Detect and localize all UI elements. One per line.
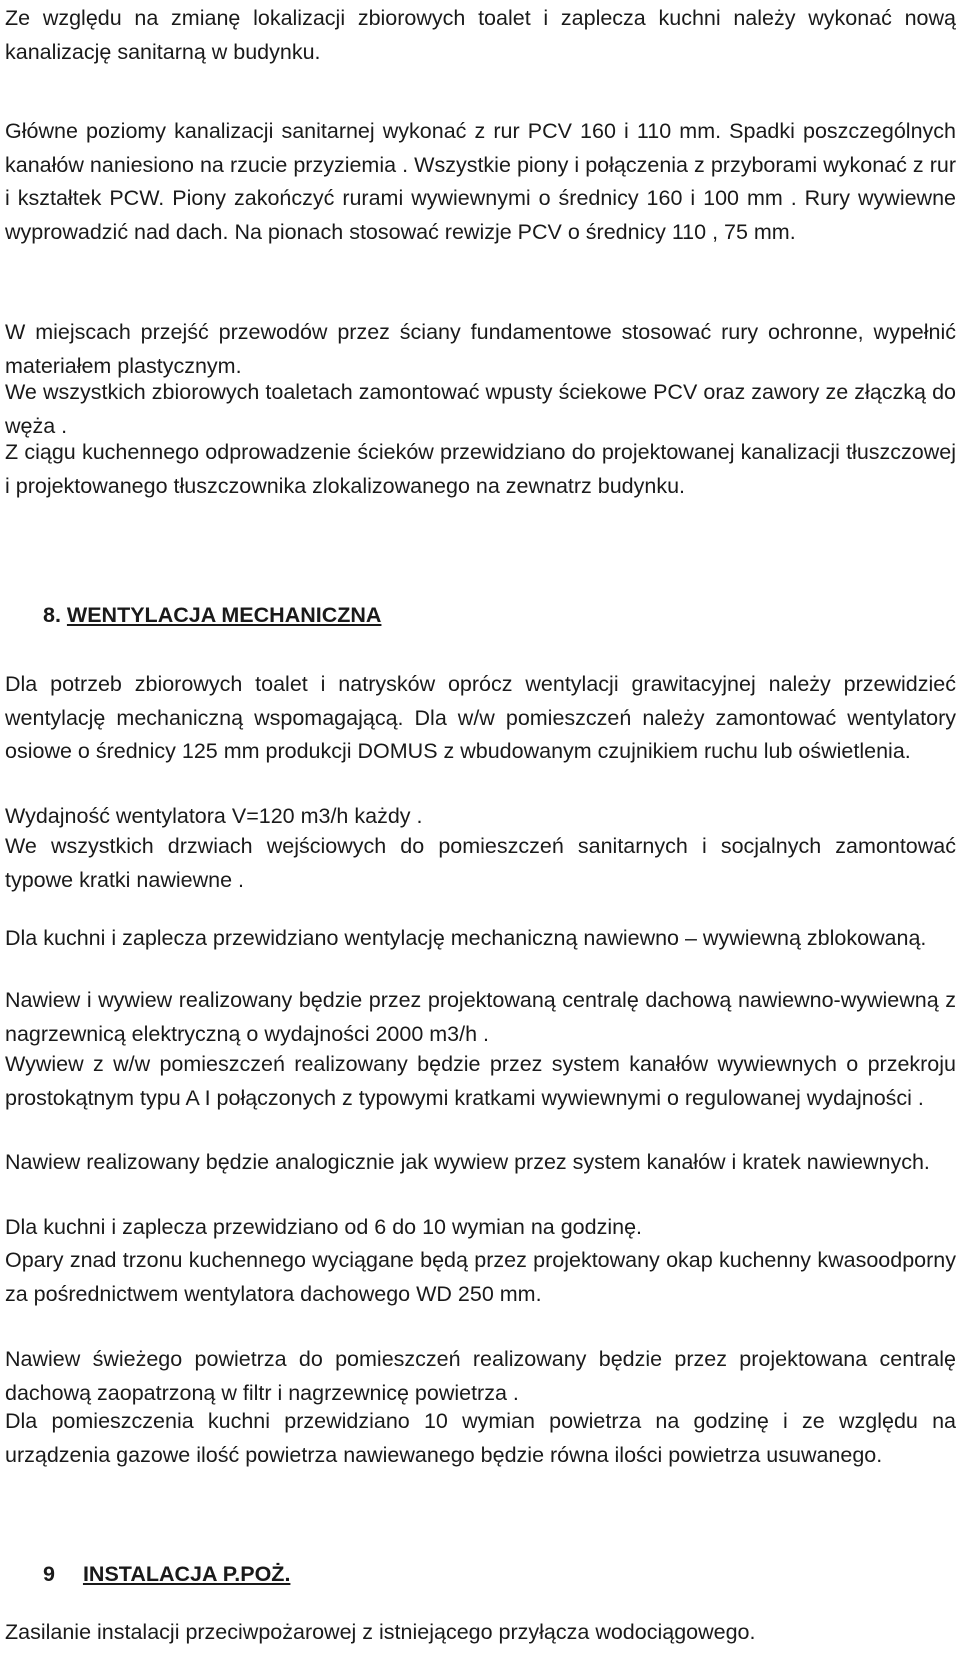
paragraph-door-grilles: We wszystkich drzwiach wejściowych do pomieszczeń sanitarnych i socjalnych zamontować typowe kratki nawiewne . <box>5 834 956 892</box>
section-title: INSTALACJA P.POŻ. <box>82 1562 291 1586</box>
paragraph-toilet-ventilation: Dla potrzeb zbiorowych toalet i natrysków oprócz wentylacji grawitacyjnej należy przewidzieć wentylację mechaniczną wspomagającą. Dla w/w pomieszczeń należy zamontować wentylatory osiowe o średnicy 125 mm produkcji DOMUS z wbudowanym czujnikiem ruchu lub oświetlenia. <box>5 672 956 764</box>
paragraph-air-changes: Dla kuchni i zaplecza przewidziano od 6 do 10 wymian na godzinę. <box>5 1215 643 1239</box>
paragraph-floor-drains: We wszystkich zbiorowych toaletach zamontować wpusty ściekowe PCV oraz zawory ze złączką do węża . <box>5 380 956 438</box>
paragraph-relocation: Ze względu na zmianę lokalizacji zbiorowych toalet i zaplecza kuchni należy wykonać nową kanalizację sanitarną w budynku. <box>5 6 956 64</box>
paragraph-supply-ducts: Nawiew realizowany będzie analogicznie jak wywiew przez system kanałów i kratek nawiewnych. <box>5 1150 930 1174</box>
section-number: 8. <box>43 603 61 627</box>
paragraph-air-handling-unit: Nawiew i wywiew realizowany będzie przez projektowaną centralę dachową nawiewno-wywiewną z nagrzewnicą elektryczną o wydajności 2000 m3/h . <box>5 988 956 1046</box>
paragraph-wall-passages: W miejscach przejść przewodów przez ściany fundamentowe stosować rury ochronne, wypełnić materiałem plastycznym. <box>5 320 956 378</box>
paragraph-sewer-pipes: Główne poziomy kanalizacji sanitarnej wykonać z rur PCV 160 i 110 mm. Spadki poszczególnych kanałów naniesiono na rzucie przyziemia . Wszystkie piony i połączenia z przyborami wykonać z rur i kształtek PCW. Piony zakończyć rurami wywiewnymi o średnicy 160 i 100 mm . Rury wywiewne wyprowadzić nad dach. Na pionach stosować rewizje PCV o średnicy 110 , 75 mm. <box>5 119 956 244</box>
paragraph-fire-water-supply: Zasilanie instalacji przeciwpożarowej z istniejącego przyłącza wodociągowego. <box>5 1620 756 1644</box>
section-heading-8 <box>43 599 381 633</box>
paragraph-exhaust-ducts: Wywiew z w/w pomieszczeń realizowany będzie przez system kanałów wywiewnych o przekroju prostokątnym typu A I połączonych z typowymi kratkami wywiewnymi o regulowanej wydajności . <box>5 1052 956 1110</box>
paragraph-kitchen-drainage: Z ciągu kuchennego odprowadzenie ścieków przewidziano do projektowanej kanalizacji tłuszczowej i projektowanego tłuszczownika zlokalizowanego na zewnatrz budynku. <box>5 440 956 498</box>
paragraph-kitchen-ventilation: Dla kuchni i zaplecza przewidziano wentylację mechaniczną nawiewno – wywiewną zblokowaną. <box>5 926 927 950</box>
section-number: 9 <box>43 1562 55 1586</box>
section-title: WENTYLACJA MECHANICZNA <box>66 603 382 627</box>
paragraph-kitchen-air-balance: Dla pomieszczenia kuchni przewidziano 10 wymian powietrza na godzinę i ze względu na urządzenia gazowe ilość powietrza nawiewanego będzie równa ilości powietrza usuwanego. <box>5 1409 956 1467</box>
paragraph-fan-capacity: Wydajność wentylatora V=120 m3/h każdy . <box>5 804 423 828</box>
section-heading-9 <box>43 1558 290 1592</box>
paragraph-fresh-air: Nawiew świeżego powietrza do pomieszczeń realizowany będzie przez projektowana centralę dachową zaopatrzoną w filtr i nagrzewnicę powietrza . <box>5 1347 956 1405</box>
paragraph-kitchen-hood: Opary znad trzonu kuchennego wyciągane będą przez projektowany okap kuchenny kwasoodporny za pośrednictwem wentylatora dachowego WD 250 mm. <box>5 1248 956 1306</box>
